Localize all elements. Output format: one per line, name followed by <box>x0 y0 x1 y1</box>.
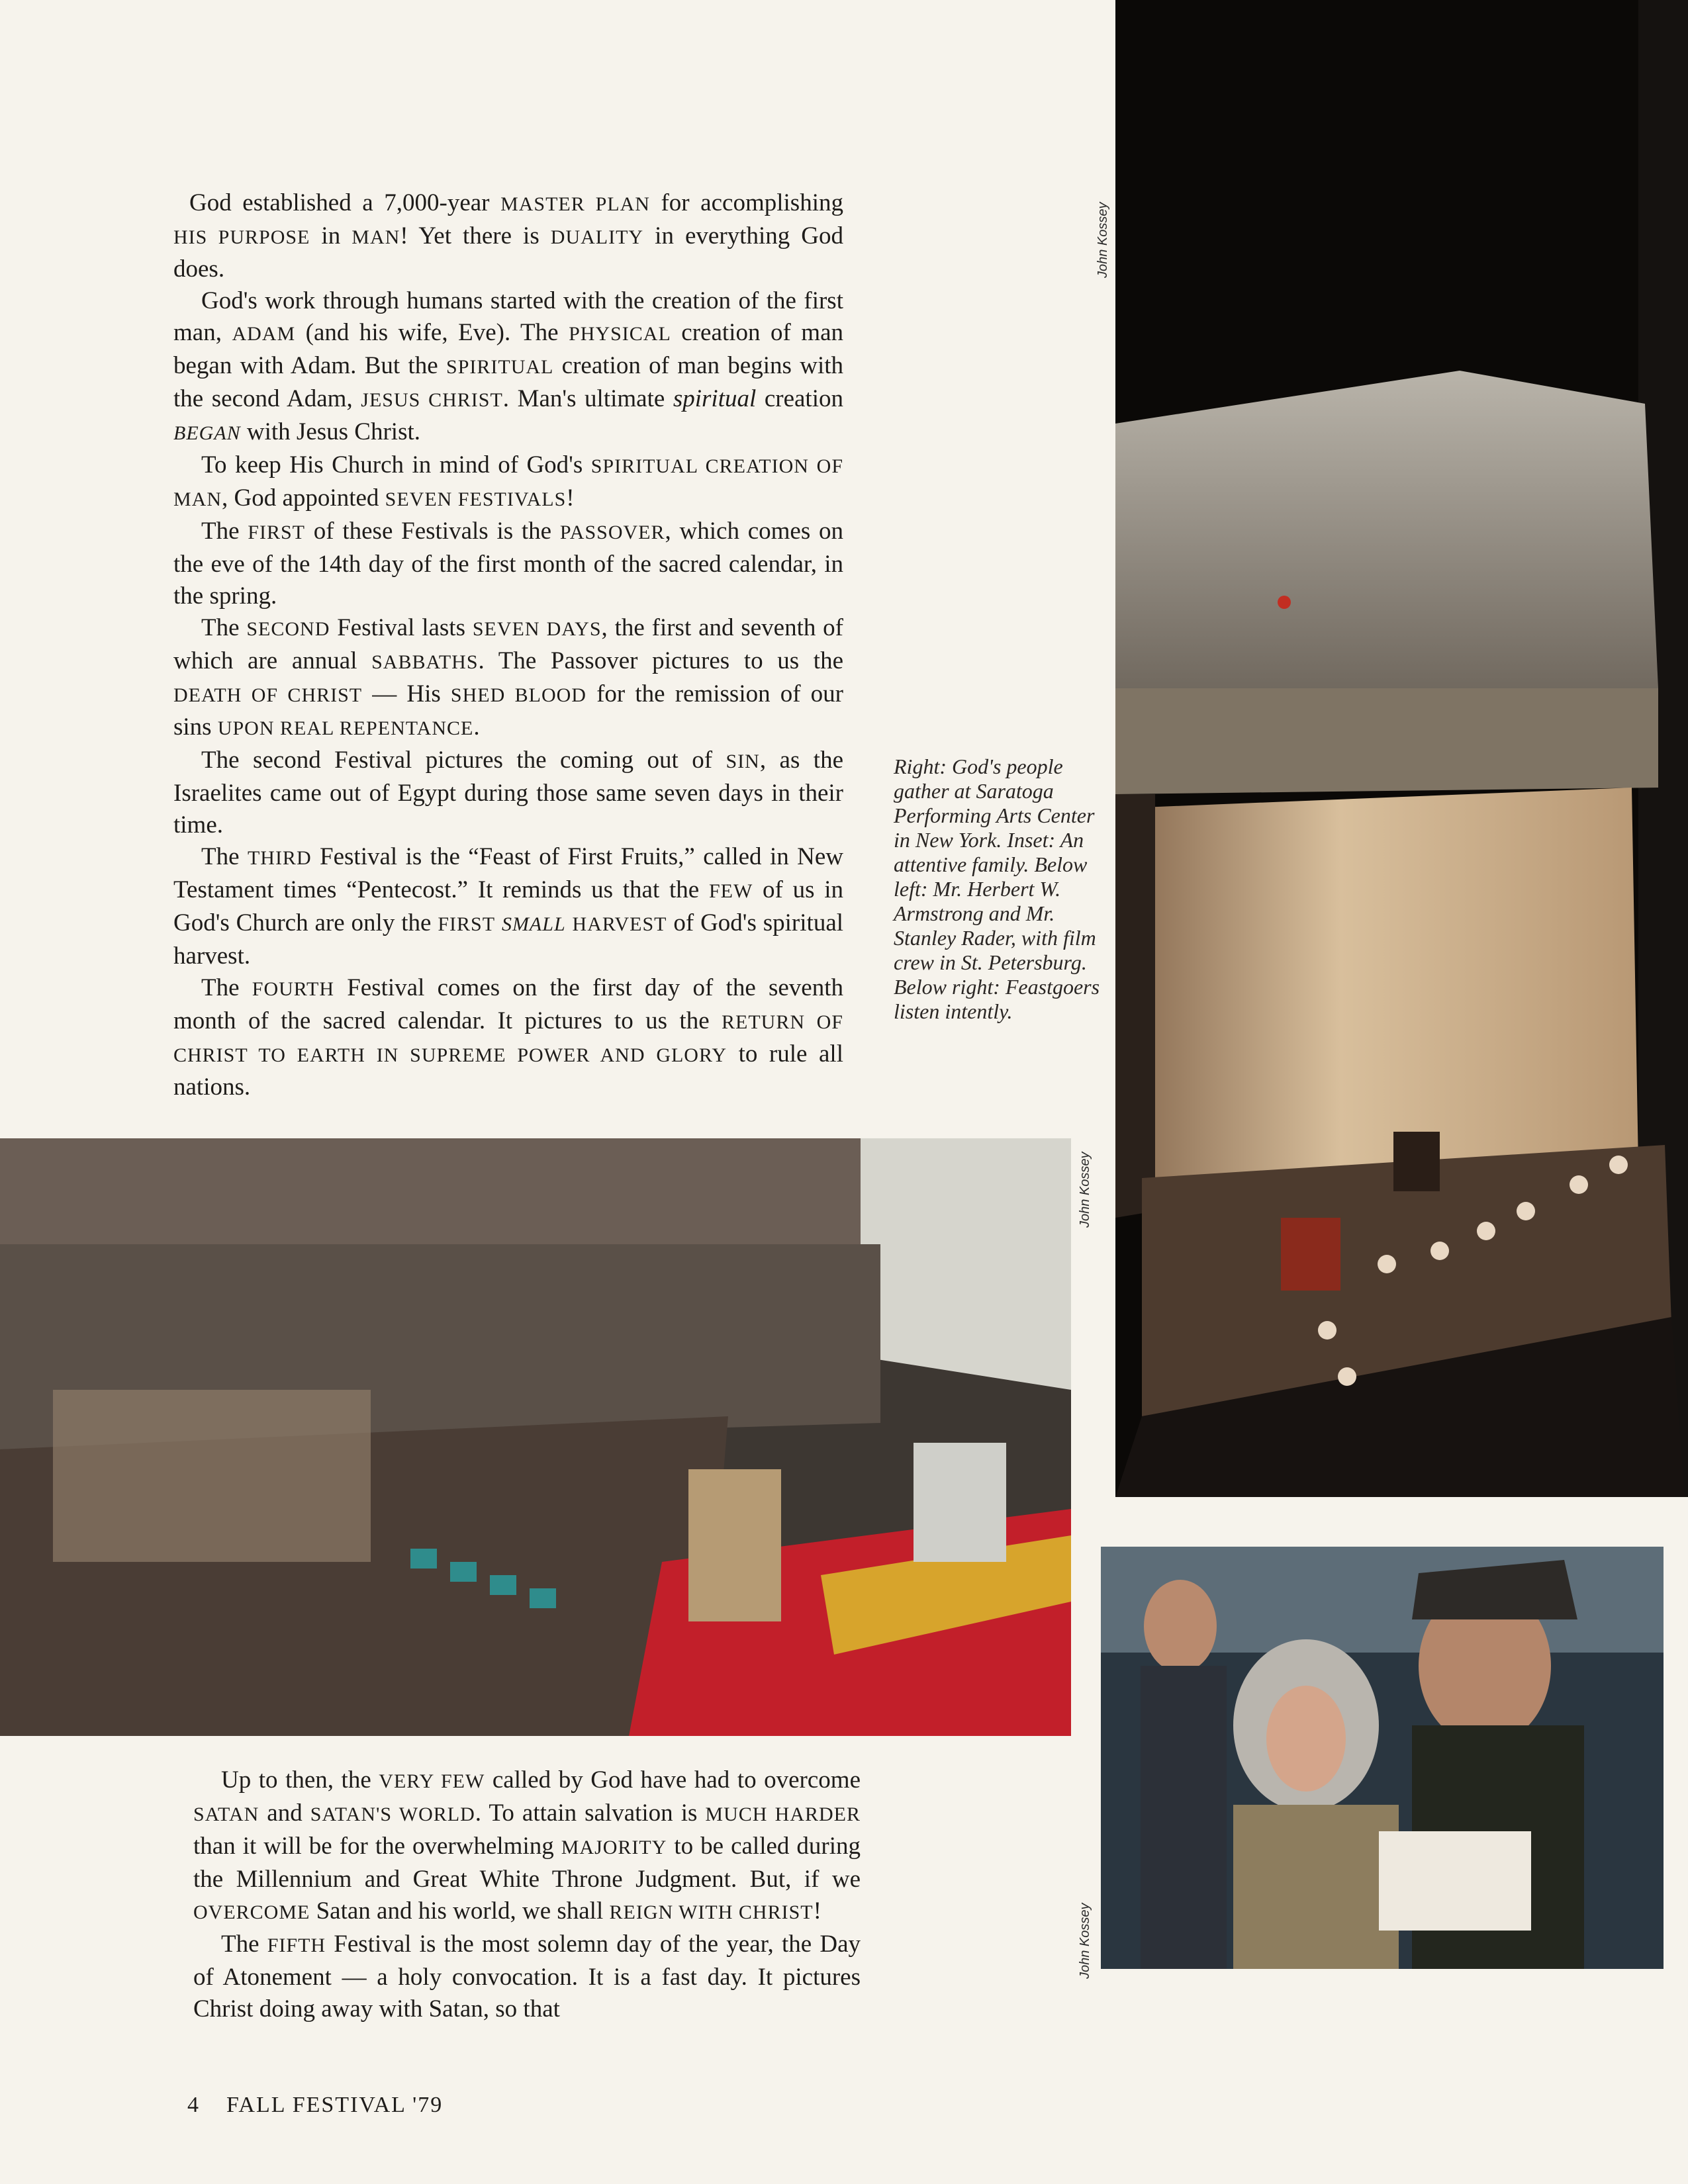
photo-caption: Right: God's people gather at Saratoga Performing Arts Center in New York. Inset: An attentive family. Below left: Mr. Herbert W. Armstrong and Mr. Stanley Rader, with film crew in St. Petersburg. Below right: Feastgoers listen intently. <box>894 754 1100 1023</box>
paragraph: God established a 7,000-year MASTER PLAN for accomplishing HIS PURPOSE in MAN! Yet there is DUALITY in everything God does. <box>173 189 843 283</box>
article-column-bottom <box>193 1764 861 2025</box>
feastgoers-illustration <box>1101 1547 1664 1969</box>
photo-credit-bottom-right: John Kossey <box>1078 1903 1092 1979</box>
photo-credit-middle: John Kossey <box>1078 1152 1092 1228</box>
paragraph: The SECOND Festival lasts SEVEN DAYS, the first and seventh of which are annual SABBATHS. The Passover pictures to us the DEATH OF CHRIST — His SHED BLOOD for the remission of our sins UPON REAL REPENTANCE. <box>173 614 844 741</box>
page-number: 4 <box>187 2093 200 2117</box>
photo-saratoga-stage <box>1115 0 1688 1497</box>
paragraph: The FIRST of these Festivals is the PASSOVER, which comes on the eve of the 14th day of the first month of the sacred calendar, in the spring. <box>173 518 843 610</box>
paragraph: To keep His Church in mind of God's SPIRITUAL CREATION OF MAN, God appointed SEVEN FESTIVALS! <box>173 451 843 512</box>
podium <box>1281 1218 1340 1291</box>
paragraph: The FOURTH Festival comes on the first day of the seventh month of the sacred calendar. It pictures to us the RETURN OF CHRIST TO EARTH IN SUPREME POWER AND GLORY to rule all nations. <box>173 974 843 1101</box>
photo-credit-top-right: John Kossey <box>1096 202 1110 278</box>
page-footer <box>187 2093 469 2118</box>
paragraph: The FIFTH Festival is the most solemn day of the year, the Day of Atonement — a holy convocation. It is a fast day. It pictures Christ doing away with Satan, so that <box>193 1931 861 2023</box>
paragraph: Up to then, the VERY FEW called by God have had to overcome SATAN and SATAN'S WORLD. To attain salvation is MUCH HARDER than it will be for the overwhelming MAJORITY to be called during the Millennium and Great White Throne Judgment. But, if we OVERCOME Satan and his world, we shall REIGN WITH CHRIST! <box>193 1766 861 1925</box>
hall-illustration <box>0 1138 1071 1736</box>
photo-feastgoers <box>1101 1547 1664 1969</box>
paragraph: The THIRD Festival is the “Feast of First Fruits,” called in New Testament times “Pentecost.” It reminds us that the FEW of us in God's Church are only the FIRST SMALL HARVEST of God's spiritual harvest. <box>173 843 844 970</box>
podium <box>688 1469 781 1621</box>
paragraph: God's work through humans started with the creation of the first man, ADAM (and his wife, Eve). The PHYSICAL creation of man began with Adam. But the SPIRITUAL creation of man begins with the second Adam, JESUS CHRIST. Man's ultimate spiritual creation BEGAN with Jesus Christ. <box>173 287 844 445</box>
article-column-top <box>173 187 843 1103</box>
paragraph: The second Festival pictures the coming out of SIN, as the Israelites came out of Egypt during those same seven days in their time. <box>173 747 843 839</box>
stage-illustration <box>1115 0 1688 1497</box>
photo-armstrong-rader <box>0 1138 1071 1736</box>
publication-title: FALL FESTIVAL '79 <box>226 2093 444 2117</box>
